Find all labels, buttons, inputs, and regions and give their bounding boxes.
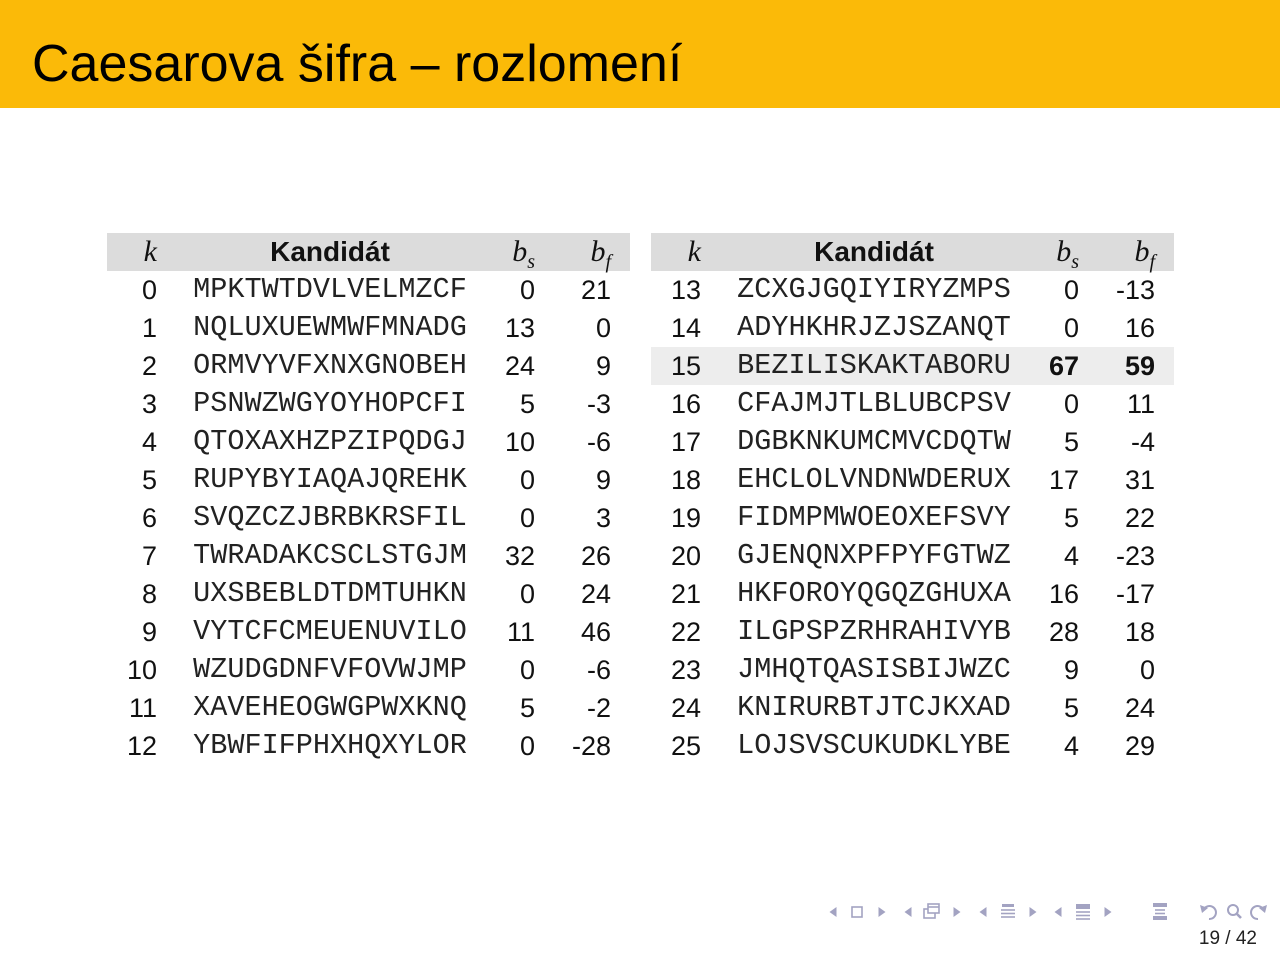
- table-body: [107, 271, 630, 765]
- bf-cell: 22: [1124, 503, 1155, 533]
- navigation-bar: [820, 898, 1270, 926]
- nav-next-frame-icon[interactable]: [954, 907, 961, 917]
- bf-cell: -23: [1115, 541, 1155, 571]
- table-row: [651, 651, 1174, 689]
- candidate-cell: ZCXGJGQIYIRYZMPS: [737, 273, 1011, 306]
- bs-cell: 5: [519, 693, 535, 723]
- nav-frame-icon[interactable]: [924, 904, 939, 918]
- bf-cell: -4: [1130, 427, 1155, 457]
- bs-cell: 5: [1063, 693, 1079, 723]
- k-cell: 21: [670, 579, 701, 609]
- header-bf: [551, 233, 611, 271]
- bf-cell: 24: [580, 579, 611, 609]
- k-cell: 2: [141, 351, 157, 381]
- bs-cell: 4: [1063, 541, 1079, 571]
- candidate-cell: FIDMPMWOEOXEFSVY: [737, 501, 1011, 534]
- header-bf: [1095, 233, 1155, 271]
- bf-cell: 3: [595, 503, 611, 533]
- table-row: [107, 347, 630, 385]
- nav-subsection-icon[interactable]: [1001, 904, 1015, 917]
- table-row: [651, 689, 1174, 727]
- bf-cell: -3: [586, 389, 611, 419]
- bs-cell: 0: [519, 465, 535, 495]
- bs-cell: 5: [1063, 503, 1079, 533]
- bf-cell: -28: [571, 731, 611, 761]
- header-bs: [475, 233, 535, 271]
- k-cell: 19: [670, 503, 701, 533]
- table-row: [651, 613, 1174, 651]
- bs-cell: 0: [519, 503, 535, 533]
- header-bs: [1019, 233, 1079, 271]
- bs-cell: 11: [506, 617, 535, 647]
- candidate-cell: ILGPSPZRHRAHIVYB: [737, 615, 1011, 648]
- table-row: [107, 499, 630, 537]
- candidate-cell: XAVEHEOGWGPWXKNQ: [193, 691, 467, 724]
- table-row: [107, 689, 630, 727]
- bs-cell: 17: [1048, 465, 1079, 495]
- bs-cell: 0: [519, 275, 535, 305]
- bs-cell: 32: [504, 541, 535, 571]
- k-cell: 13: [670, 275, 701, 305]
- bf-cell: 16: [1124, 313, 1155, 343]
- candidate-cell: GJENQNXPFPYFGTWZ: [737, 539, 1011, 572]
- candidate-cell: WZUDGDNFVFOVWJMP: [193, 653, 467, 686]
- bf-cell: 18: [1124, 617, 1155, 647]
- k-cell: 6: [141, 503, 157, 533]
- nav-section-icon[interactable]: [1076, 904, 1090, 919]
- header-bs-sub: s: [527, 251, 535, 273]
- table-row: [651, 385, 1174, 423]
- bf-cell: 46: [580, 617, 611, 647]
- k-cell: 0: [141, 275, 157, 305]
- table-header-row: [107, 233, 630, 271]
- k-cell: 1: [141, 313, 157, 343]
- nav-next-slide-icon[interactable]: [879, 907, 886, 917]
- k-cell: 14: [670, 313, 701, 343]
- k-cell: 10: [126, 655, 157, 685]
- table-row: [107, 385, 630, 423]
- bf-cell: 21: [580, 275, 611, 305]
- bs-cell: 24: [504, 351, 535, 381]
- table-row: [107, 309, 630, 347]
- table-row: [107, 423, 630, 461]
- bs-cell: 0: [519, 579, 535, 609]
- candidate-cell: NQLUXUEWMWFMNADG: [193, 311, 467, 344]
- candidate-cell: EHCLOLVNDNWDERUX: [737, 463, 1011, 496]
- header-bs-var: b: [512, 235, 528, 268]
- table-row: [107, 651, 630, 689]
- k-cell: 18: [670, 465, 701, 495]
- header-bf-sub: f: [605, 251, 611, 273]
- nav-document-icon[interactable]: [1153, 903, 1167, 920]
- header-candidate: Kandidát: [270, 236, 390, 267]
- k-cell: 3: [141, 389, 157, 419]
- k-cell: 9: [141, 617, 157, 647]
- bf-cell: 26: [580, 541, 611, 571]
- nav-prev-slide-icon[interactable]: [830, 907, 837, 917]
- candidate-cell: VYTCFCMEUENUVILO: [193, 615, 467, 648]
- table-row: [651, 727, 1174, 765]
- table-row-highlighted: [651, 347, 1174, 385]
- bf-cell: -6: [586, 427, 611, 457]
- k-cell: 12: [126, 731, 157, 761]
- bf-cell: 11: [1126, 389, 1155, 419]
- candidate-cell: RUPYBYIAQAJQREHK: [193, 463, 467, 496]
- candidate-cell: CFAJMJTLBLUBCPSV: [737, 387, 1011, 420]
- candidate-cell: MPKTWTDVLVELMZCF: [193, 273, 467, 306]
- bs-cell: 0: [519, 731, 535, 761]
- table-row: [651, 575, 1174, 613]
- table-header-row: [651, 233, 1174, 271]
- table-row: [651, 271, 1174, 309]
- candidate-cell: PSNWZWGYOYHOPCFI: [193, 387, 467, 420]
- nav-forward-icon[interactable]: [1251, 905, 1267, 919]
- bs-cell: 4: [1063, 731, 1079, 761]
- table-row: [651, 423, 1174, 461]
- candidate-cell: ADYHKHRJZJSZANQT: [737, 311, 1011, 344]
- header-candidate: Kandidát: [814, 236, 934, 267]
- k-cell: 16: [670, 389, 701, 419]
- bs-cell: 5: [519, 389, 535, 419]
- candidate-cell: YBWFIFPHXHQXYLOR: [193, 729, 467, 762]
- k-cell: 25: [670, 731, 701, 761]
- candidate-cell: JMHQTQASISBIJWZC: [737, 653, 1011, 686]
- table-row: [107, 575, 630, 613]
- bf-cell: -2: [586, 693, 611, 723]
- right-candidates-table: [651, 233, 1174, 765]
- bf-cell: -13: [1115, 275, 1155, 305]
- k-cell: 5: [141, 465, 157, 495]
- candidate-cell: SVQZCZJBRBKRSFIL: [193, 501, 467, 534]
- bs-cell: 9: [1063, 655, 1079, 685]
- bf-cell: -17: [1115, 579, 1155, 609]
- bs-cell: 5: [1063, 427, 1079, 457]
- nav-prev-frame-icon[interactable]: [905, 907, 912, 917]
- header-bs-sub: s: [1071, 251, 1079, 273]
- page-number: 19 / 42: [1198, 928, 1257, 949]
- k-cell: 4: [141, 427, 157, 457]
- slide-title: Caesarova šifra – rozlomení: [32, 35, 683, 93]
- nav-search-icon[interactable]: [1228, 905, 1241, 918]
- k-cell: 17: [670, 427, 701, 457]
- table-row: [107, 271, 630, 309]
- bs-cell: 0: [1063, 313, 1079, 343]
- k-cell: 11: [128, 693, 157, 723]
- k-cell: 24: [670, 693, 701, 723]
- bs-cell: 10: [504, 427, 535, 457]
- header-bs-var: b: [1056, 235, 1072, 268]
- bs-cell: 13: [504, 313, 535, 343]
- candidate-cell: BEZILISKAKTABORU: [737, 349, 1011, 382]
- bs-cell: 28: [1048, 617, 1079, 647]
- nav-back-icon[interactable]: [1200, 905, 1216, 919]
- header-bf-var: b: [1134, 235, 1150, 268]
- candidate-cell: DGBKNKUMCMVCDQTW: [737, 425, 1011, 458]
- bf-cell: 24: [1124, 693, 1155, 723]
- header-bf-sub: f: [1149, 251, 1155, 273]
- bs-cell: 16: [1048, 579, 1079, 609]
- nav-slide-icon[interactable]: [852, 907, 862, 917]
- table-row: [107, 537, 630, 575]
- nav-prev-section-icon[interactable]: [1055, 907, 1062, 917]
- candidate-cell: LOJSVSCUKUDKLYBE: [737, 729, 1011, 762]
- header-k: k: [687, 235, 701, 268]
- bf-cell: 29: [1124, 731, 1155, 761]
- table-row: [107, 727, 630, 765]
- table-row: [651, 309, 1174, 347]
- bf-cell: 59: [1124, 351, 1155, 381]
- bs-cell: 67: [1048, 351, 1079, 381]
- k-cell: 20: [670, 541, 701, 571]
- nav-prev-subsection-icon[interactable]: [980, 907, 987, 917]
- candidate-cell: TWRADAKCSCLSTGJM: [193, 539, 467, 572]
- k-cell: 15: [670, 351, 701, 381]
- candidate-cell: QTOXAXHZPZIPQDGJ: [193, 425, 467, 458]
- bs-cell: 0: [1063, 389, 1079, 419]
- table-row: [651, 461, 1174, 499]
- nav-next-subsection-icon[interactable]: [1030, 907, 1037, 917]
- candidate-cell: UXSBEBLDTDMTUHKN: [193, 577, 467, 610]
- nav-next-section-icon[interactable]: [1105, 907, 1112, 917]
- bs-cell: 0: [1063, 275, 1079, 305]
- candidate-cell: HKFOROYQGQZGHUXA: [737, 577, 1011, 610]
- table-row: [651, 537, 1174, 575]
- table-row: [651, 499, 1174, 537]
- k-cell: 7: [141, 541, 157, 571]
- k-cell: 23: [670, 655, 701, 685]
- bf-cell: 9: [595, 351, 611, 381]
- table-row: [107, 461, 630, 499]
- bs-cell: 0: [519, 655, 535, 685]
- table-row: [107, 613, 630, 651]
- left-candidates-table: [107, 233, 630, 765]
- candidate-cell: ORMVYVFXNXGNOBEH: [193, 349, 467, 382]
- bf-cell: 9: [595, 465, 611, 495]
- bf-cell: -6: [586, 655, 611, 685]
- header-bf-var: b: [590, 235, 606, 268]
- k-cell: 22: [670, 617, 701, 647]
- table-body: [651, 271, 1174, 765]
- header-k: k: [143, 235, 157, 268]
- k-cell: 8: [141, 579, 157, 609]
- bf-cell: 31: [1124, 465, 1155, 495]
- bf-cell: 0: [1139, 655, 1155, 685]
- bf-cell: 0: [595, 313, 611, 343]
- candidate-cell: KNIRURBTJTCJKXAD: [737, 691, 1011, 724]
